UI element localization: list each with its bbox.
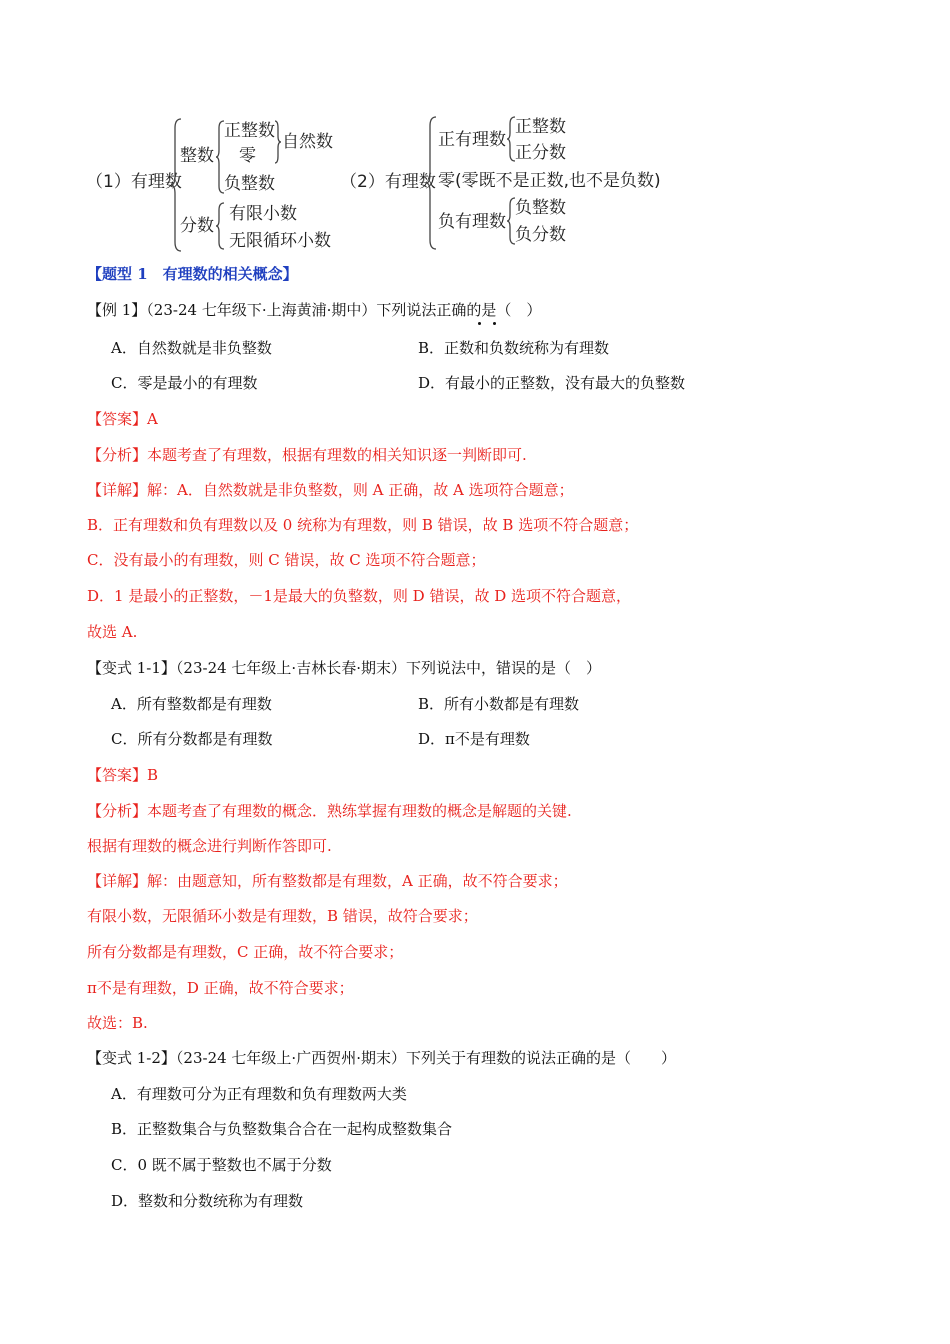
variant-1-2-option-c: C．0 既不属于整数也不属于分数 xyxy=(111,1156,332,1174)
diagram1-natural-number: 自然数 xyxy=(282,132,333,152)
variant-1-1-option-b: B．所有小数都是有理数 xyxy=(418,695,580,713)
variant-1-1-option-a: A．所有整数都是有理数 xyxy=(111,695,272,713)
diagram1-brace-fractions xyxy=(215,202,225,250)
example-1-option-d: D．有最小的正整数，没有最大的负整数 xyxy=(418,374,686,392)
variant-1-1-detail-1: 【详解】解：由题意知，所有整数都是有理数，A 正确，故不符合要求； xyxy=(87,872,568,890)
diagram2-negative-rational: 负有理数 xyxy=(438,212,506,232)
diagram2-positive-rational: 正有理数 xyxy=(438,130,506,150)
variant-1-1-analysis-2: 根据有理数的概念进行判断作答即可. xyxy=(87,837,332,855)
example-1-detail-3: C．没有最小的有理数，则 C 错误，故 C 选项不符合题意； xyxy=(87,551,486,569)
variant-1-1-detail-4: π不是有理数，D 正确，故不符合要求； xyxy=(87,979,354,997)
diagram2-brace-main xyxy=(425,116,437,250)
variant-1-1-question: 【变式 1-1】（23-24 七年级上·吉林长春·期末）下列说法中，错误的是（ ） xyxy=(87,659,601,677)
diagram1-fractions-label: 分数 xyxy=(180,216,214,236)
example-1-question: 【例 1】（23-24 七年级下·上海黄浦·期中）下列说法正确的是（ ） xyxy=(87,301,542,319)
variant-1-1-answer: 【答案】B xyxy=(87,766,159,784)
example-1-answer: 【答案】A xyxy=(87,410,158,428)
diagram1-repeating-decimal: 无限循环小数 xyxy=(229,231,331,251)
emphasis-dot xyxy=(478,322,481,325)
diagram2-positive-fraction: 正分数 xyxy=(515,143,566,163)
variant-1-1-analysis: 【分析】本题考查了有理数的概念．熟练掌握有理数的概念是解题的关键. xyxy=(87,802,572,820)
variant-1-1-detail-3: 所有分数都是有理数，C 正确，故不符合要求； xyxy=(87,943,404,961)
diagram1-integers-label: 整数 xyxy=(180,146,214,166)
example-1-option-c: C．零是最小的有理数 xyxy=(111,374,258,392)
emphasis-dot xyxy=(493,322,496,325)
diagram2-negative-integer: 负整数 xyxy=(515,198,566,218)
diagram2-positive-integer: 正整数 xyxy=(515,117,566,137)
example-1-option-a: A．自然数就是非负整数 xyxy=(111,339,272,357)
diagram2-negative-fraction: 负分数 xyxy=(515,225,566,245)
diagram1-root-label: （1）有理数 xyxy=(86,172,182,192)
diagram1-finite-decimal: 有限小数 xyxy=(229,204,297,224)
section-title: 【题型 1 有理数的相关概念】 xyxy=(87,265,298,283)
diagram2-zero-note: 零(零既不是正数,也不是负数) xyxy=(438,171,661,191)
variant-1-1-detail-5: 故选：B. xyxy=(87,1014,148,1032)
variant-1-1-option-d: D．π不是有理数 xyxy=(418,730,530,748)
variant-1-2-option-d: D．整数和分数统称为有理数 xyxy=(111,1192,304,1210)
variant-1-1-option-c: C．所有分数都是有理数 xyxy=(111,730,273,748)
diagram1-brace-natural xyxy=(274,120,282,164)
example-1-detail-4: D．1 是最小的正整数，－1是最大的负整数，则 D 错误，故 D 选项不符合题意， xyxy=(87,587,632,605)
variant-1-2-option-b: B．正整数集合与负整数集合合在一起构成整数集合 xyxy=(111,1120,453,1138)
diagram2-root-label: （2）有理数 xyxy=(340,172,436,192)
example-1-detail-1: 【详解】解：A．自然数就是非负整数，则 A 正确，故 A 选项符合题意； xyxy=(87,481,574,499)
example-1-detail-5: 故选 A. xyxy=(87,623,138,641)
example-1-option-b: B．正数和负数统称为有理数 xyxy=(418,339,610,357)
example-1-analysis: 【分析】本题考查了有理数，根据有理数的相关知识逐一判断即可. xyxy=(87,446,527,464)
diagram1-positive-integer: 正整数 xyxy=(224,121,275,141)
variant-1-1-detail-2: 有限小数，无限循环小数是有理数，B 错误，故符合要求； xyxy=(87,907,478,925)
variant-1-2-question: 【变式 1-2】（23-24 七年级上·广西贺州·期末）下列关于有理数的说法正确的是（ ） xyxy=(87,1049,676,1067)
diagram1-negative-integer: 负整数 xyxy=(224,174,275,194)
diagram1-zero: 零 xyxy=(239,146,256,166)
variant-1-2-option-a: A．有理数可分为正有理数和负有理数两大类 xyxy=(111,1085,407,1103)
example-1-detail-2: B．正有理数和负有理数以及 0 统称为有理数，则 B 错误，故 B 选项不符合题意； xyxy=(87,516,639,534)
